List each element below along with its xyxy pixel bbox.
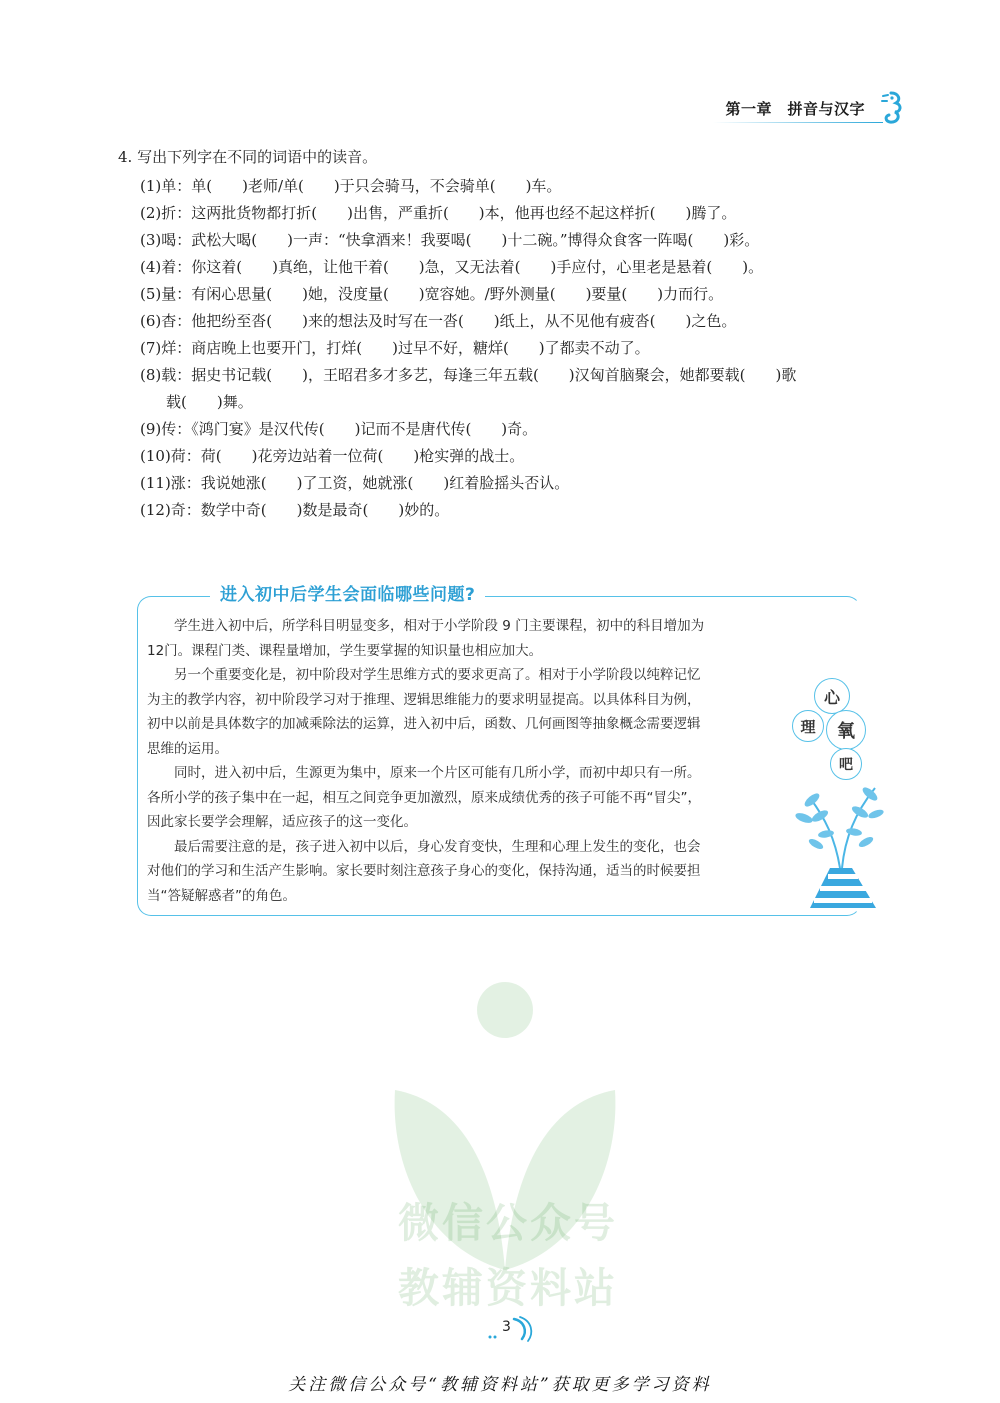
exercise-item: (12)奇：数学中奇( )数是最奇( )妙的。	[140, 501, 450, 519]
exercise-item: (1)单：单( )老师/单( )于只会骑马，不会骑单( )车。	[140, 177, 562, 195]
page-number: 3	[502, 1319, 511, 1335]
watermark-logo	[370, 970, 640, 1300]
header-underline	[713, 122, 883, 123]
page-header	[685, 92, 905, 128]
exercise-item: (8)载：据史书记载( )，王昭君多才多艺，每逢三年五载( )汉匈首脑聚会，她都要载( )歌	[140, 366, 797, 384]
seahorse-icon	[871, 90, 905, 126]
plant-vase-icon	[790, 758, 890, 918]
paragraph-line: 对他们的学习和生活产生影响。家长要时刻注意孩子身心的变化，保持沟通，适当的时候要担	[147, 863, 701, 879]
exercise-item: (9)传：《鸿门宴》是汉代传( )记而不是唐代传( )奇。	[140, 420, 538, 438]
deco-char-bubble: 氧	[826, 710, 866, 750]
deco-char-bubble: 心	[814, 678, 850, 714]
exercise-item: (6)杳：他把纷至沓( )来的想法及时写在一沓( )纸上，从不见他有疲沓( )之色。	[140, 312, 737, 330]
exercise-item: (3)喝：武松大喝( )一声：“快拿酒来！我要喝( )十二碗。”博得众食客一阵喝( )彩。	[140, 231, 760, 249]
paragraph-line: 12门。课程门类、课程量增加，学生要掌握的知识量也相应加大。	[147, 642, 543, 659]
wave-icon	[486, 1313, 546, 1343]
page-number-badge	[486, 1313, 546, 1343]
exercise-item-continuation: 载( )舞。	[166, 393, 253, 411]
paragraph-line: 初中以前是具体数字的加减乘除法的运算，进入初中后，函数、几何画图等抽象概念需要逻辑	[147, 716, 701, 732]
info-box-text	[147, 614, 785, 908]
exercise-item: (11)涨：我说她涨( )了工资，她就涨( )红着脸摇头否认。	[140, 474, 570, 492]
exercise-item: (4)着：你这着( )真绝，让他干着( )急，又无法着( )手应付，心里老是悬着( )。	[140, 258, 764, 276]
deco-char-bubble: 吧	[830, 748, 862, 780]
chapter-title: 第一章 拼音与汉字	[725, 100, 865, 118]
paragraph-line: 当“答疑解惑者”的角色。	[147, 887, 296, 904]
exercise-item: (10)荷：荷( )花旁边站着一位荷( )枪实弹的战士。	[140, 447, 525, 465]
exercise-item: (5)量：有闲心思量( )她，没度量( )宽容她。/野外测量( )要量( )力而行。	[140, 285, 724, 303]
paragraph-line: 为主的教学内容，初中阶段学习对于推理、逻辑思维能力的要求明显提高。以具体科目为例，	[147, 691, 701, 708]
paragraph-line: 学生进入初中后，所学科目明显变多，相对于小学阶段 9 门主要课程，初中的科目增加为	[174, 618, 705, 634]
exercise-item: (7)烊：商店晚上也要开门，打烊( )过早不好，糖烊( )了都卖不动了。	[140, 339, 650, 357]
xinli-yangba-decoration	[790, 678, 890, 918]
exercise-item: (2)折：这两批货物都打折( )出售，严重折( )本，他再也经不起这样折( )腾了。	[140, 204, 737, 222]
paragraph-line: 另一个重要变化是，初中阶段对学生思维方式的要求更高了。相对于小学阶段以纯粹记忆	[174, 667, 701, 683]
paragraph-line: 最后需要注意的是，孩子进入初中以后，身心发育变快，生理和心理上发生的变化，也会	[174, 838, 701, 855]
info-box-title: 进入初中后学生会面临哪些问题?	[220, 585, 476, 605]
exercise-title: 4. 写出下列字在不同的词语中的读音。	[118, 148, 378, 166]
paragraph-line: 思维的运用。	[147, 740, 228, 757]
watermark-text-2: 教辅资料站	[398, 1264, 618, 1312]
footer-note: 关注微信公众号“教辅资料站”获取更多学习资料	[288, 1375, 712, 1395]
watermark-text-1: 微信公众号	[398, 1199, 618, 1247]
exercise-4	[118, 144, 908, 524]
paragraph-line: 因此家长要学会理解，适应孩子的这一变化。	[147, 814, 417, 830]
paragraph-line: 各所小学的孩子集中在一起，相互之间竞争更加激烈，原来成绩优秀的孩子可能不再“冒尖”，	[147, 789, 701, 806]
info-box-title-wrap	[210, 580, 485, 605]
paragraph-line: 同时，进入初中后，生源更为集中，原来一个片区可能有几所小学，而初中却只有一所。	[174, 765, 701, 781]
deco-char-bubble: 理	[792, 710, 824, 742]
